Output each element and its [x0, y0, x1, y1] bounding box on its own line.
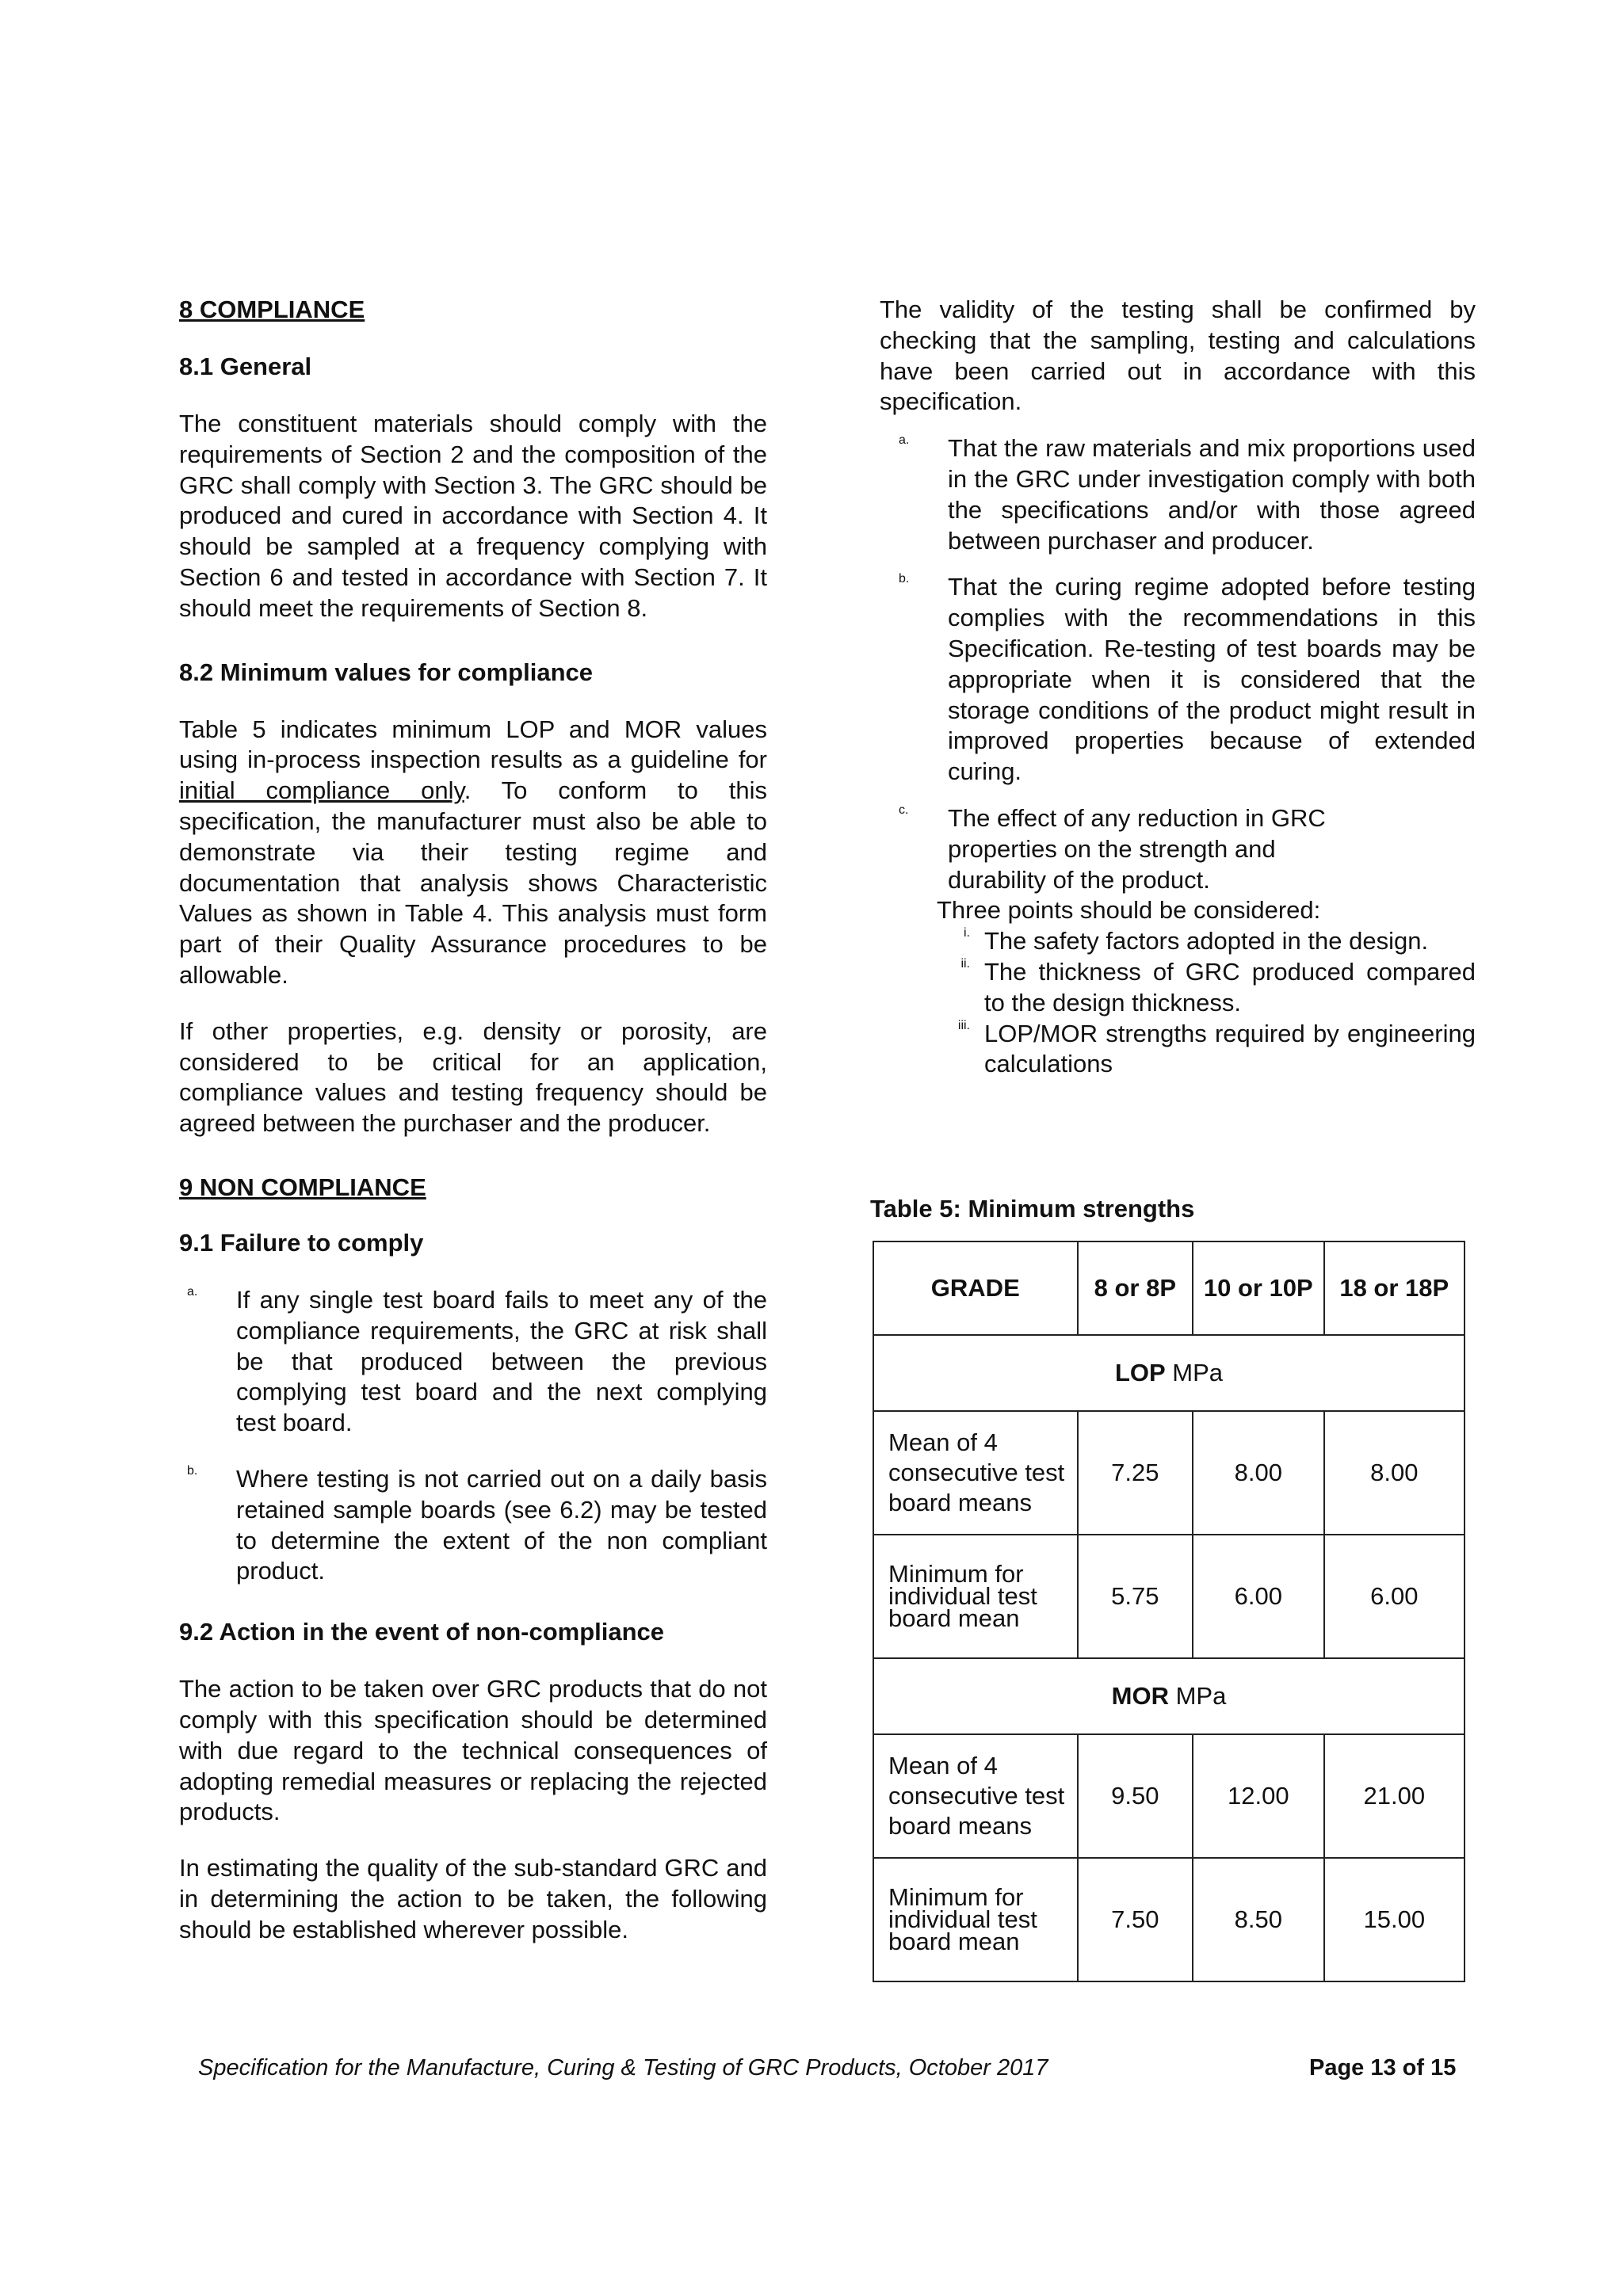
list-item	[880, 926, 1476, 957]
section-8-1-text: The constituent materials should comply with the requirements of Section 2 and the composition of the GRC shall comply with Section 3. The GRC should be produced and cured in accordance with Section 4. It should be sampled at a frequency complying with Section 6 and tested in accordance with Section 7. It should meet the requirements of Section 8.	[179, 410, 767, 622]
list-item	[880, 1019, 1476, 1081]
left-column	[179, 295, 767, 1945]
right-column	[880, 295, 1476, 1080]
row-label: Mean of 4 consecutive test board means	[873, 1734, 1078, 1858]
cell-value: 8.00	[1324, 1411, 1465, 1535]
table-row	[873, 1734, 1465, 1858]
list-marker: a.	[899, 433, 910, 448]
cell-value: 6.00	[1324, 1535, 1465, 1658]
header-grade-18: 18 or 18P	[1324, 1241, 1465, 1335]
footer-page-number: Page 13 of 15	[1309, 2055, 1457, 2081]
table-row	[873, 1411, 1465, 1535]
cell-value: 7.50	[1078, 1858, 1193, 1981]
list-item	[880, 803, 1476, 895]
table-caption: Table 5: Minimum strengths	[870, 1195, 1195, 1222]
list-item	[880, 572, 1476, 788]
mor-label: MOR	[1111, 1682, 1169, 1710]
section-8-2-paragraph-1	[179, 715, 767, 991]
lop-label: LOP	[1114, 1359, 1166, 1386]
points-intro: Three points should be considered:	[937, 896, 1321, 925]
section-9-1-heading: 9.1 Failure to comply	[179, 1228, 424, 1257]
table-row	[873, 1535, 1465, 1658]
row-label: Minimum for individual test board mean	[873, 1535, 1078, 1658]
list-marker: iii.	[957, 1018, 970, 1032]
list-item-text: The thickness of GRC produced compared to the design thickness.	[984, 957, 1476, 1016]
validity-intro: The validity of the testing shall be confirmed by checking that the sampling, testing and calculations have been carried out in accordance with this specification.	[880, 296, 1476, 416]
cell-value: 8.50	[1193, 1858, 1323, 1981]
s82-underlined-text: initial compliance only	[179, 776, 464, 805]
mor-section-row	[873, 1658, 1465, 1734]
list-marker: b.	[187, 1463, 198, 1478]
section-9-2-paragraph-2: In estimating the quality of the sub-standard GRC and in determining the action to be taken, the following should be established wherever possible.	[179, 1854, 767, 1943]
points-list	[880, 926, 1476, 1080]
s82-text-before: Table 5 indicates minimum LOP and MOR values using in-process inspection results as a guideline for	[179, 715, 767, 774]
list-item	[880, 957, 1476, 1019]
lop-unit: MPa	[1165, 1359, 1224, 1386]
cell-value: 8.00	[1193, 1411, 1323, 1535]
section-8-2-heading: 8.2 Minimum values for compliance	[179, 658, 593, 686]
list-item-text: The effect of any reduction in GRC properties on the strength and durability of the product.	[948, 803, 1326, 894]
lop-section-label	[873, 1335, 1465, 1411]
header-grade-8: 8 or 8P	[1078, 1241, 1193, 1335]
list-item-text: That the raw materials and mix proportions used in the GRC under investigation comply with both the specifications and/or with those agreed between purchaser and producer.	[948, 434, 1476, 555]
header-grade: GRADE	[873, 1241, 1078, 1335]
list-marker: b.	[899, 572, 910, 586]
lop-section-row	[873, 1335, 1465, 1411]
cell-value: 21.00	[1324, 1734, 1465, 1858]
s82-text-after: . To conform to this specification, the manufacturer must also be able to demonstrate via their testing regime and documentation that analysis shows Characteristic Values as shown in Table 4. This analysis must form part of their Quality Assurance procedures to be allowable.	[179, 776, 767, 989]
cell-value: 5.75	[1078, 1535, 1193, 1658]
cell-value: 12.00	[1193, 1734, 1323, 1858]
list-marker: a.	[187, 1284, 198, 1299]
list-marker: i.	[964, 926, 970, 940]
row-label: Minimum for individual test board mean	[873, 1858, 1078, 1981]
list-marker: c.	[899, 803, 909, 817]
table-header-row	[873, 1241, 1465, 1335]
section-8-heading: 8 COMPLIANCE	[179, 296, 365, 323]
cell-value: 7.25	[1078, 1411, 1193, 1535]
section-9-heading: 9 NON COMPLIANCE	[179, 1173, 426, 1201]
section-9-2-paragraph-1: The action to be taken over GRC products that do not comply with this specification should be determined with due regard to the technical consequences of adopting remedial measures or replacing the rejected products.	[179, 1675, 767, 1826]
section-9-1-list	[179, 1285, 767, 1587]
list-marker: ii.	[960, 956, 970, 971]
list-item	[179, 1285, 767, 1439]
list-item	[880, 433, 1476, 556]
row-label: Mean of 4 consecutive test board means	[873, 1411, 1078, 1535]
header-grade-10: 10 or 10P	[1193, 1241, 1323, 1335]
list-item-text: LOP/MOR strengths required by engineering calculations	[984, 1019, 1476, 1078]
cell-value: 6.00	[1193, 1535, 1323, 1658]
section-8-1-heading: 8.1 General	[179, 353, 312, 380]
mor-section-label	[873, 1658, 1465, 1734]
minimum-strengths-table	[873, 1241, 1465, 1982]
cell-value: 9.50	[1078, 1734, 1193, 1858]
list-item	[179, 1464, 767, 1587]
table-row	[873, 1858, 1465, 1981]
footer-document-title: Specification for the Manufacture, Curing & Testing of GRC Products, October 2017	[198, 2055, 1048, 2081]
list-item-text: If any single test board fails to meet any of the compliance requirements, the GRC at risk shall be that produced between the previous complying test board and the next complying test board.	[236, 1285, 767, 1437]
section-9-2-heading: 9.2 Action in the event of non-compliance	[179, 1618, 665, 1646]
validity-checks-list	[880, 433, 1476, 895]
list-item-text: The safety factors adopted in the design.	[984, 927, 1429, 955]
section-8-2-paragraph-2: If other properties, e.g. density or porosity, are considered to be critical for an application, compliance values and testing frequency should be agreed between the purchaser and the producer.	[179, 1016, 767, 1138]
cell-value: 15.00	[1324, 1858, 1465, 1981]
list-item-text: Where testing is not carried out on a daily basis retained sample boards (see 6.2) may be tested to determine the extent of the non compliant product.	[236, 1464, 767, 1585]
mor-unit: MPa	[1168, 1682, 1227, 1710]
list-item-text: That the curing regime adopted before testing complies with the recommendations in this Specification. Re-testing of test boards may be appropriate when it is considered that the storage conditions of the product might result in improved properties because of extended curing.	[948, 573, 1476, 786]
